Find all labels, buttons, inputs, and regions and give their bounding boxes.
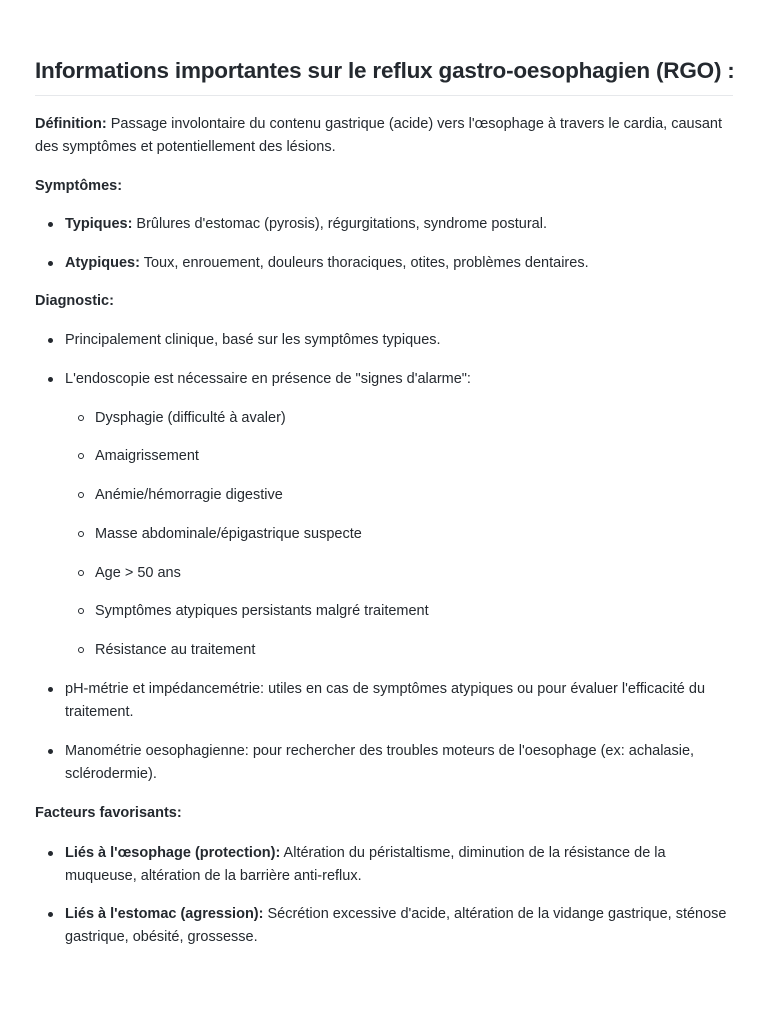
list-item bbox=[65, 213, 733, 236]
factor-esophagus-text: Altération du péristaltisme, diminution de la résistance de la muqueuse, altération de la barrière anti-reflux. bbox=[65, 845, 666, 884]
list-item: L'endoscopie est nécessaire en présence de "signes d'alarme": bbox=[65, 368, 733, 391]
alarm-sign-item: Anémie/hémorragie digestive bbox=[95, 484, 733, 507]
diagnostic-heading: Diagnostic: bbox=[35, 293, 114, 309]
symptom-typical-text: Brûlures d'estomac (pyrosis), régurgitations, syndrome postural. bbox=[132, 216, 547, 232]
definition-text: Passage involontaire du contenu gastrique (acide) vers l'œsophage à travers le cardia, causant des symptômes et potentiellement des lésions. bbox=[35, 116, 723, 155]
symptom-atypical-label: Atypiques: bbox=[65, 255, 140, 271]
list-item bbox=[65, 842, 733, 888]
alarm-sign-item: Age > 50 ans bbox=[95, 562, 733, 585]
symptom-atypical-text: Toux, enrouement, douleurs thoraciques, otites, problèmes dentaires. bbox=[139, 255, 589, 271]
definition-label: Définition: bbox=[35, 116, 107, 132]
factors-heading: Facteurs favorisants: bbox=[35, 805, 182, 821]
page-title: Informations importantes sur le reflux gastro-oesophagien (RGO) : bbox=[35, 58, 735, 83]
list-item: Manométrie oesophagienne: pour rechercher des troubles moteurs de l'oesophage (ex: achalasie, sclérodermie). bbox=[65, 740, 733, 786]
title-divider bbox=[35, 95, 733, 96]
alarm-sign-item: Dysphagie (difficulté à avaler) bbox=[95, 407, 733, 430]
factor-stomach-text: Sécrétion excessive d'acide, altération de la vidange gastrique, sténose gastrique, obésité, grossesse. bbox=[65, 906, 727, 945]
list-item: pH-métrie et impédancemétrie: utiles en cas de symptômes atypiques ou pour évaluer l'efficacité du traitement. bbox=[65, 678, 733, 724]
definition-paragraph bbox=[35, 113, 733, 159]
alarm-sign-item: Résistance au traitement bbox=[95, 639, 733, 662]
symptoms-heading: Symptômes: bbox=[35, 178, 123, 194]
factor-stomach-label: Liés à l'estomac (agression): bbox=[65, 906, 264, 922]
factor-esophagus-label: Liés à l'œsophage (protection): bbox=[65, 845, 281, 861]
list-item: Principalement clinique, basé sur les symptômes typiques. bbox=[65, 329, 733, 352]
alarm-sign-item: Symptômes atypiques persistants malgré traitement bbox=[95, 600, 733, 623]
list-item bbox=[65, 903, 733, 949]
alarm-sign-item: Amaigrissement bbox=[95, 445, 733, 468]
alarm-sign-item: Masse abdominale/épigastrique suspecte bbox=[95, 523, 733, 546]
list-item bbox=[65, 252, 733, 275]
symptom-typical-label: Typiques: bbox=[65, 216, 133, 232]
